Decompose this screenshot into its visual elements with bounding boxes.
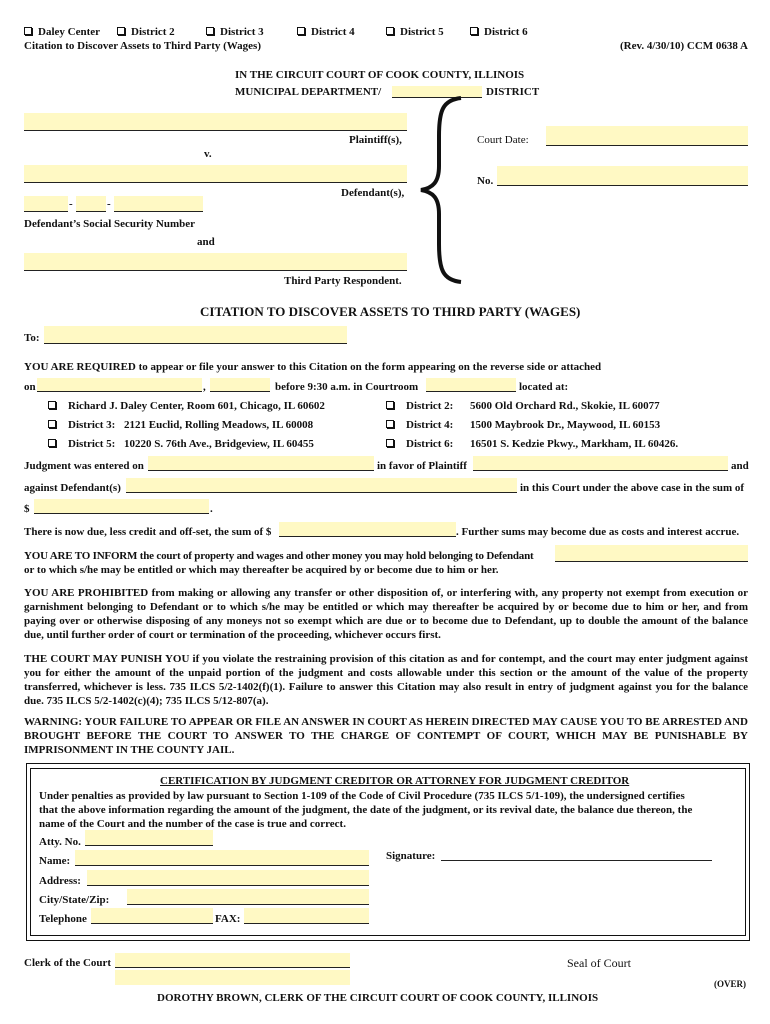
- judgment-date-field[interactable]: [148, 456, 374, 471]
- plaintiff-favor-field[interactable]: [473, 456, 728, 471]
- balance-due-field[interactable]: [279, 522, 456, 537]
- ssn-dash: -: [107, 198, 111, 210]
- address-field[interactable]: [87, 870, 369, 886]
- over-label: (OVER): [714, 979, 746, 989]
- court-name: IN THE CIRCUIT COURT OF COOK COUNTY, ILLINOIS: [235, 69, 525, 81]
- form-title-small: Citation to Discover Assets to Third Party (Wages): [24, 40, 261, 52]
- and-label: and: [731, 460, 749, 472]
- name-label: Name:: [39, 855, 71, 867]
- district-checkbox-5[interactable]: District 5: [386, 26, 444, 38]
- on-label: on: [24, 381, 36, 393]
- city-label: City/State/Zip:: [39, 894, 110, 906]
- punish-text: THE COURT MAY PUNISH YOU if you violate the restraining provision of this citation as and for contempt, and the court may enter judgment against you for either the amount of the unpaid portion of the judgment and costs allowable under this section or the amount of the value of the property transferred, whichever is less. 735 ILCS 5/2-1402(f)(1). Failure to answer this Citation may also result in entry of judgment against you for the balance due. 735 ILCS 5/2-1402(c)(4); 735 ILCS 5/12-807(a).: [24, 653, 748, 707]
- defendant-field[interactable]: [24, 165, 407, 183]
- checkbox-icon[interactable]: [386, 27, 394, 35]
- ssn-label: Defendant’s Social Security Number: [24, 218, 195, 230]
- city-state-zip-field[interactable]: [127, 889, 369, 905]
- location-district-5[interactable]: District 5: 10220 S. 76th Ave., Bridgeview, IL 60455: [48, 438, 314, 450]
- against-label: against Defendant(s): [24, 482, 121, 494]
- clerk-name-footer: DOROTHY BROWN, CLERK OF THE CIRCUIT COURT OF COOK COUNTY, ILLINOIS: [157, 992, 599, 1004]
- atty-no-field[interactable]: [85, 830, 213, 846]
- located-label: located at:: [519, 381, 569, 393]
- telephone-field[interactable]: [91, 908, 213, 924]
- page-title: CITATION TO DISCOVER ASSETS TO THIRD PARTY (WAGES): [200, 304, 581, 319]
- due-label: There is now due, less credit and off-set, the sum of $: [24, 526, 272, 538]
- curly-brace-icon: [415, 96, 465, 284]
- period-label: .: [210, 503, 213, 515]
- courtroom-field[interactable]: [426, 378, 516, 392]
- and-label: and: [197, 236, 215, 248]
- district-checkbox-4[interactable]: District 4: [297, 26, 355, 38]
- ssn-part2-field[interactable]: [76, 196, 106, 212]
- location-daley[interactable]: Richard J. Daley Center, Room 601, Chicago, IL 60602: [48, 400, 325, 412]
- district-checkbox-2[interactable]: District 2: [117, 26, 175, 38]
- certification-body: Under penalties as provided by law pursuant to Section 1-109 of the Code of Civil Procedure (735 ILCS 5/1-109), the undersigned certifies that the above information regarding the amount of the judgment, the date of the judgment, or its revival date, the balance due thereon, the name of the Court and the number of the case is true and correct.: [39, 790, 693, 830]
- clerk-label: Clerk of the Court: [24, 957, 112, 969]
- clerk-field[interactable]: [115, 953, 350, 968]
- checkbox-icon[interactable]: [24, 27, 32, 35]
- telephone-label: Telephone: [39, 913, 87, 925]
- appear-year-field[interactable]: [210, 378, 270, 392]
- to-label: To:: [24, 332, 40, 344]
- checkbox-icon[interactable]: [297, 27, 305, 35]
- address-label: Address:: [39, 875, 81, 887]
- inform-text-2: or to which s/he may be entitled or which may thereafter be acquired by or become due to him or her.: [24, 564, 499, 576]
- comma-label: ,: [203, 381, 206, 393]
- district-label: DISTRICT: [486, 86, 540, 98]
- fax-label: FAX:: [215, 913, 241, 925]
- judgment-sum-field[interactable]: [34, 499, 209, 514]
- form-revision: (Rev. 4/30/10) CCM 0638 A: [619, 40, 748, 52]
- dollar-label: $: [24, 503, 30, 515]
- location-district-2[interactable]: District 2: 5600 Old Orchard Rd., Skokie, IL 60077: [386, 400, 660, 412]
- prohibited-text: YOU ARE PROHIBITED from making or allowing any transfer or other disposition of, or interfering with, any property not exempt from execution or garnishment belonging to Defendant or to which s/he may be entitled or which may thereafter be acquired by or become due to him or her, and from paying over or otherwise disposing of any moneys not so exempt which are due or to become due to Defendant, up to double the amount of the balance due, until further order of court or termination of the proceeding, whichever occurs first.: [24, 587, 748, 641]
- location-district-4[interactable]: District 4: 1500 Maybrook Dr., Maywood, IL 60153: [386, 419, 660, 431]
- inform-text-1: YOU ARE TO INFORM the court of property and wages and other money you may hold belonging to Defendant: [24, 550, 534, 562]
- third-party-field[interactable]: [24, 253, 407, 271]
- plaintiffs-label: Plaintiff(s),: [349, 134, 402, 146]
- in-court-label: in this Court under the above case in the sum of: [520, 482, 745, 494]
- plaintiff-field[interactable]: [24, 113, 407, 131]
- ssn-part1-field[interactable]: [24, 196, 68, 212]
- district-checkbox-daley[interactable]: Daley Center: [24, 26, 100, 38]
- court-date-label: Court Date:: [477, 134, 529, 146]
- seal-label: Seal of Court: [567, 956, 631, 970]
- defendants-label: Defendant(s),: [341, 187, 405, 199]
- checkbox-icon[interactable]: [470, 27, 478, 35]
- inform-defendant-field[interactable]: [555, 545, 748, 562]
- before-label: before 9:30 a.m. in Courtroom: [275, 381, 419, 393]
- against-defendant-field[interactable]: [126, 478, 517, 493]
- checkbox-icon[interactable]: [206, 27, 214, 35]
- district-checkbox-6[interactable]: District 6: [470, 26, 528, 38]
- favor-label: in favor of Plaintiff: [377, 460, 467, 472]
- department-label: MUNICIPAL DEPARTMENT/: [235, 86, 382, 98]
- to-field[interactable]: [44, 326, 347, 344]
- clerk-field-extra[interactable]: [115, 970, 350, 985]
- checkbox-icon[interactable]: [386, 439, 394, 447]
- case-number-field[interactable]: [497, 166, 748, 186]
- signature-line[interactable]: [441, 860, 712, 861]
- required-text: YOU ARE REQUIRED to appear or file your answer to this Citation on the form appearing on the reverse side or attached: [24, 361, 602, 373]
- fax-field[interactable]: [244, 908, 369, 924]
- checkbox-icon[interactable]: [48, 439, 56, 447]
- ssn-dash: -: [69, 198, 73, 210]
- checkbox-icon[interactable]: [48, 401, 56, 409]
- third-party-label: Third Party Respondent.: [284, 275, 402, 287]
- judgment-entered-label: Judgment was entered on: [24, 460, 144, 472]
- warning-text: WARNING: YOUR FAILURE TO APPEAR OR FILE AN ANSWER IN COURT AS HEREIN DIRECTED MAY CAUSE YOU TO BE ARRESTED AND BROUGHT BEFORE THE COURT TO ANSWER TO THE CHARGE OF CONTEMPT OF COURT, WHICH MAY BE PUNISHABLE BY IMPRISONMENT IN THE COUNTY JAIL.: [24, 716, 748, 756]
- appear-date-field[interactable]: [37, 378, 202, 392]
- further-label: . Further sums may become due as costs and interest accrue.: [456, 526, 740, 538]
- district-checkbox-3[interactable]: District 3: [206, 26, 264, 38]
- versus-label: v.: [204, 148, 212, 160]
- checkbox-icon[interactable]: [386, 401, 394, 409]
- location-district-3[interactable]: District 3: 2121 Euclid, Rolling Meadows, IL 60008: [48, 419, 313, 431]
- checkbox-icon[interactable]: [48, 420, 56, 428]
- signature-label: Signature:: [386, 850, 436, 862]
- ssn-part3-field[interactable]: [114, 196, 203, 212]
- checkbox-icon[interactable]: [117, 27, 125, 35]
- certification-title: CERTIFICATION BY JUDGMENT CREDITOR OR ATTORNEY FOR JUDGMENT CREDITOR: [160, 775, 630, 787]
- checkbox-icon[interactable]: [386, 420, 394, 428]
- atty-no-label: Atty. No.: [39, 836, 81, 848]
- court-date-field[interactable]: [546, 126, 748, 146]
- name-field[interactable]: [75, 850, 369, 866]
- case-number-label: No.: [477, 175, 494, 187]
- location-district-6[interactable]: District 6: 16501 S. Kedzie Pkwy., Markham, IL 60426.: [386, 438, 678, 450]
